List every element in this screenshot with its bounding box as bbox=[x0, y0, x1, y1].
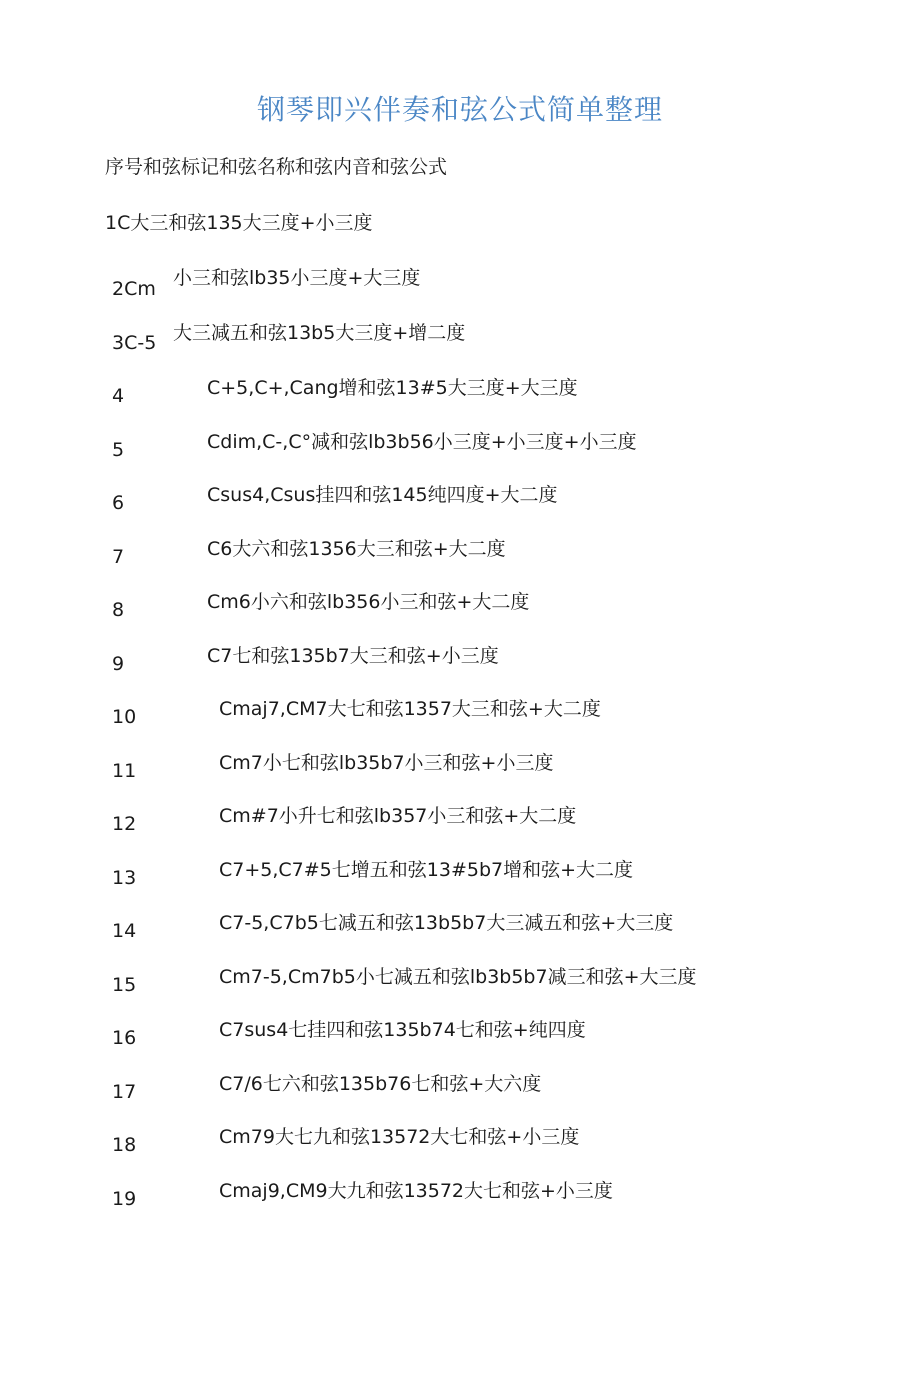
row-number: 8 bbox=[112, 599, 125, 621]
row-number: 18 bbox=[112, 1134, 137, 1156]
row-number: 15 bbox=[112, 974, 137, 996]
row-text: Cmaj9,CM9大九和弦13572大七和弦+小三度 bbox=[219, 1180, 613, 1202]
row-number: 2Cm bbox=[112, 278, 156, 300]
row-text: Cm7小七和弦lb35b7小三和弦+小三度 bbox=[219, 752, 554, 774]
row-text: Csus4,Csus挂四和弦145纯四度+大二度 bbox=[207, 484, 558, 506]
row-number: 12 bbox=[112, 813, 137, 835]
row-text: C+5,C+,Cang增和弦13#5大三度+大三度 bbox=[207, 377, 578, 399]
table-header: 序号和弦标记和弦名称和弦内音和弦公式 bbox=[105, 156, 448, 178]
row-text: 大三减五和弦13b5大三度+增二度 bbox=[173, 322, 466, 344]
row-number: 7 bbox=[112, 546, 125, 568]
row-1: 1C大三和弦135大三度+小三度 bbox=[105, 212, 373, 234]
row-number: 19 bbox=[112, 1188, 137, 1210]
row-text: C6大六和弦1356大三和弦+大二度 bbox=[207, 538, 506, 560]
row-text: 小三和弦lb35小三度+大三度 bbox=[173, 267, 421, 289]
row-text: C7/6七六和弦135b76七和弦+大六度 bbox=[219, 1073, 542, 1095]
row-number: 10 bbox=[112, 706, 137, 728]
row-text: Cm#7小升七和弦lb357小三和弦+大二度 bbox=[219, 805, 577, 827]
row-text: C7sus4七挂四和弦135b74七和弦+纯四度 bbox=[219, 1019, 586, 1041]
row-text: C7+5,C7#5七增五和弦13#5b7增和弦+大二度 bbox=[219, 859, 634, 881]
row-number: 14 bbox=[112, 920, 137, 942]
row-number: 4 bbox=[112, 385, 125, 407]
row-number: 11 bbox=[112, 760, 137, 782]
row-text: Cm6小六和弦lb356小三和弦+大二度 bbox=[207, 591, 530, 613]
row-text: Cm7-5,Cm7b5小七减五和弦lb3b5b7减三和弦+大三度 bbox=[219, 966, 697, 988]
row-text: C7-5,C7b5七减五和弦13b5b7大三减五和弦+大三度 bbox=[219, 912, 674, 934]
row-number: 9 bbox=[112, 653, 125, 675]
page-title: 钢琴即兴伴奏和弦公式简单整理 bbox=[256, 93, 663, 126]
row-number: 17 bbox=[112, 1081, 137, 1103]
row-number: 5 bbox=[112, 439, 125, 461]
row-number: 16 bbox=[112, 1027, 137, 1049]
row-number: 13 bbox=[112, 867, 137, 889]
row-text: Cm79大七九和弦13572大七和弦+小三度 bbox=[219, 1126, 580, 1148]
row-number: 6 bbox=[112, 492, 125, 514]
row-text: Cdim,C-,C°减和弦lb3b56小三度+小三度+小三度 bbox=[207, 431, 637, 453]
row-text: C7七和弦135b7大三和弦+小三度 bbox=[207, 645, 499, 667]
row-text: Cmaj7,CM7大七和弦1357大三和弦+大二度 bbox=[219, 698, 601, 720]
row-number: 3C-5 bbox=[112, 332, 157, 354]
